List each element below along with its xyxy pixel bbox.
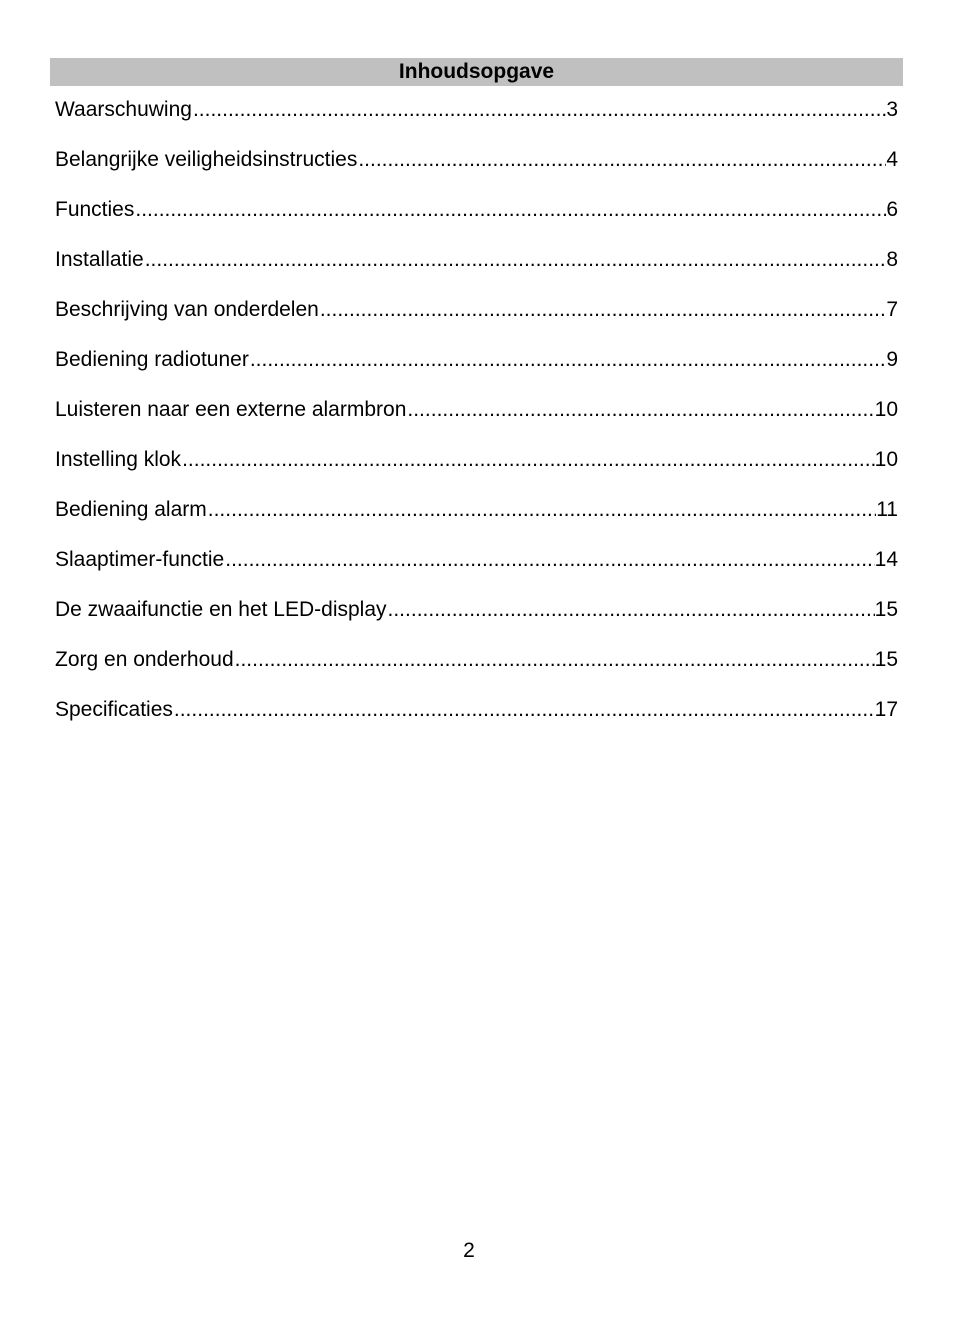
- toc-entry-title: Zorg en onderhoud: [55, 645, 235, 675]
- toc-dot-leader: [208, 495, 876, 525]
- toc-entry-veiligheidsinstructies[interactable]: [55, 145, 898, 195]
- toc-entry-title: Installatie: [55, 245, 145, 275]
- toc-entry-title: Specificaties: [55, 695, 174, 725]
- toc-entry-page: 17: [875, 695, 898, 725]
- toc-entry-title: Beschrijving van onderdelen: [55, 295, 320, 325]
- toc-entry-title: Luisteren naar een externe alarmbron: [55, 395, 407, 425]
- toc-dot-leader: [182, 445, 875, 475]
- toc-entry-page: 3: [886, 95, 898, 125]
- toc-entry-radiotuner[interactable]: [55, 345, 898, 395]
- toc-entry-title: Instelling klok: [55, 445, 182, 475]
- toc-entry-onderdelen[interactable]: [55, 295, 898, 345]
- toc-dot-leader: [358, 145, 886, 175]
- toc-entry-title: Bediening radiotuner: [55, 345, 250, 375]
- toc-dot-leader: [193, 95, 886, 125]
- toc-entry-page: 10: [875, 445, 898, 475]
- toc-entry-page: 6: [886, 195, 898, 225]
- toc-entry-title: Slaaptimer-functie: [55, 545, 225, 575]
- toc-entry-page: 15: [875, 645, 898, 675]
- toc-entry-title: De zwaaifunctie en het LED-display: [55, 595, 388, 625]
- toc-dot-leader: [320, 295, 886, 325]
- toc-entry-bediening-alarm[interactable]: [55, 495, 898, 545]
- toc-entry-waarschuwing[interactable]: [55, 95, 898, 145]
- toc-entry-page: 14: [875, 545, 898, 575]
- page-number: 2: [463, 1239, 475, 1262]
- toc-dot-leader: [388, 595, 875, 625]
- toc-dot-leader: [225, 545, 874, 575]
- toc-dot-leader: [407, 395, 874, 425]
- toc-entry-externe-alarmbron[interactable]: [55, 395, 898, 445]
- toc-entry-instelling-klok[interactable]: [55, 445, 898, 495]
- table-of-contents: [55, 95, 898, 745]
- toc-dot-leader: [174, 695, 875, 725]
- toc-dot-leader: [135, 195, 886, 225]
- toc-entry-page: 4: [886, 145, 898, 175]
- toc-dot-leader: [250, 345, 887, 375]
- toc-entry-title: Bediening alarm: [55, 495, 208, 525]
- toc-entry-zwaaifunctie[interactable]: [55, 595, 898, 645]
- toc-entry-title: Functies: [55, 195, 135, 225]
- toc-entry-functies[interactable]: [55, 195, 898, 245]
- toc-entry-page: 11: [876, 495, 898, 525]
- toc-entry-title: Waarschuwing: [55, 95, 193, 125]
- toc-dot-leader: [235, 645, 875, 675]
- toc-entry-page: 8: [886, 245, 898, 275]
- toc-entry-page: 9: [886, 345, 898, 375]
- toc-entry-installatie[interactable]: [55, 245, 898, 295]
- toc-entry-slaaptimer[interactable]: [55, 545, 898, 595]
- toc-entry-title: Belangrijke veiligheidsinstructies: [55, 145, 358, 175]
- toc-dot-leader: [145, 245, 887, 275]
- toc-entry-page: 7: [886, 295, 898, 325]
- toc-entry-onderhoud[interactable]: [55, 645, 898, 695]
- toc-entry-page: 10: [875, 395, 898, 425]
- toc-heading: Inhoudsopgave: [50, 58, 903, 86]
- toc-entry-specificaties[interactable]: [55, 695, 898, 745]
- toc-entry-page: 15: [875, 595, 898, 625]
